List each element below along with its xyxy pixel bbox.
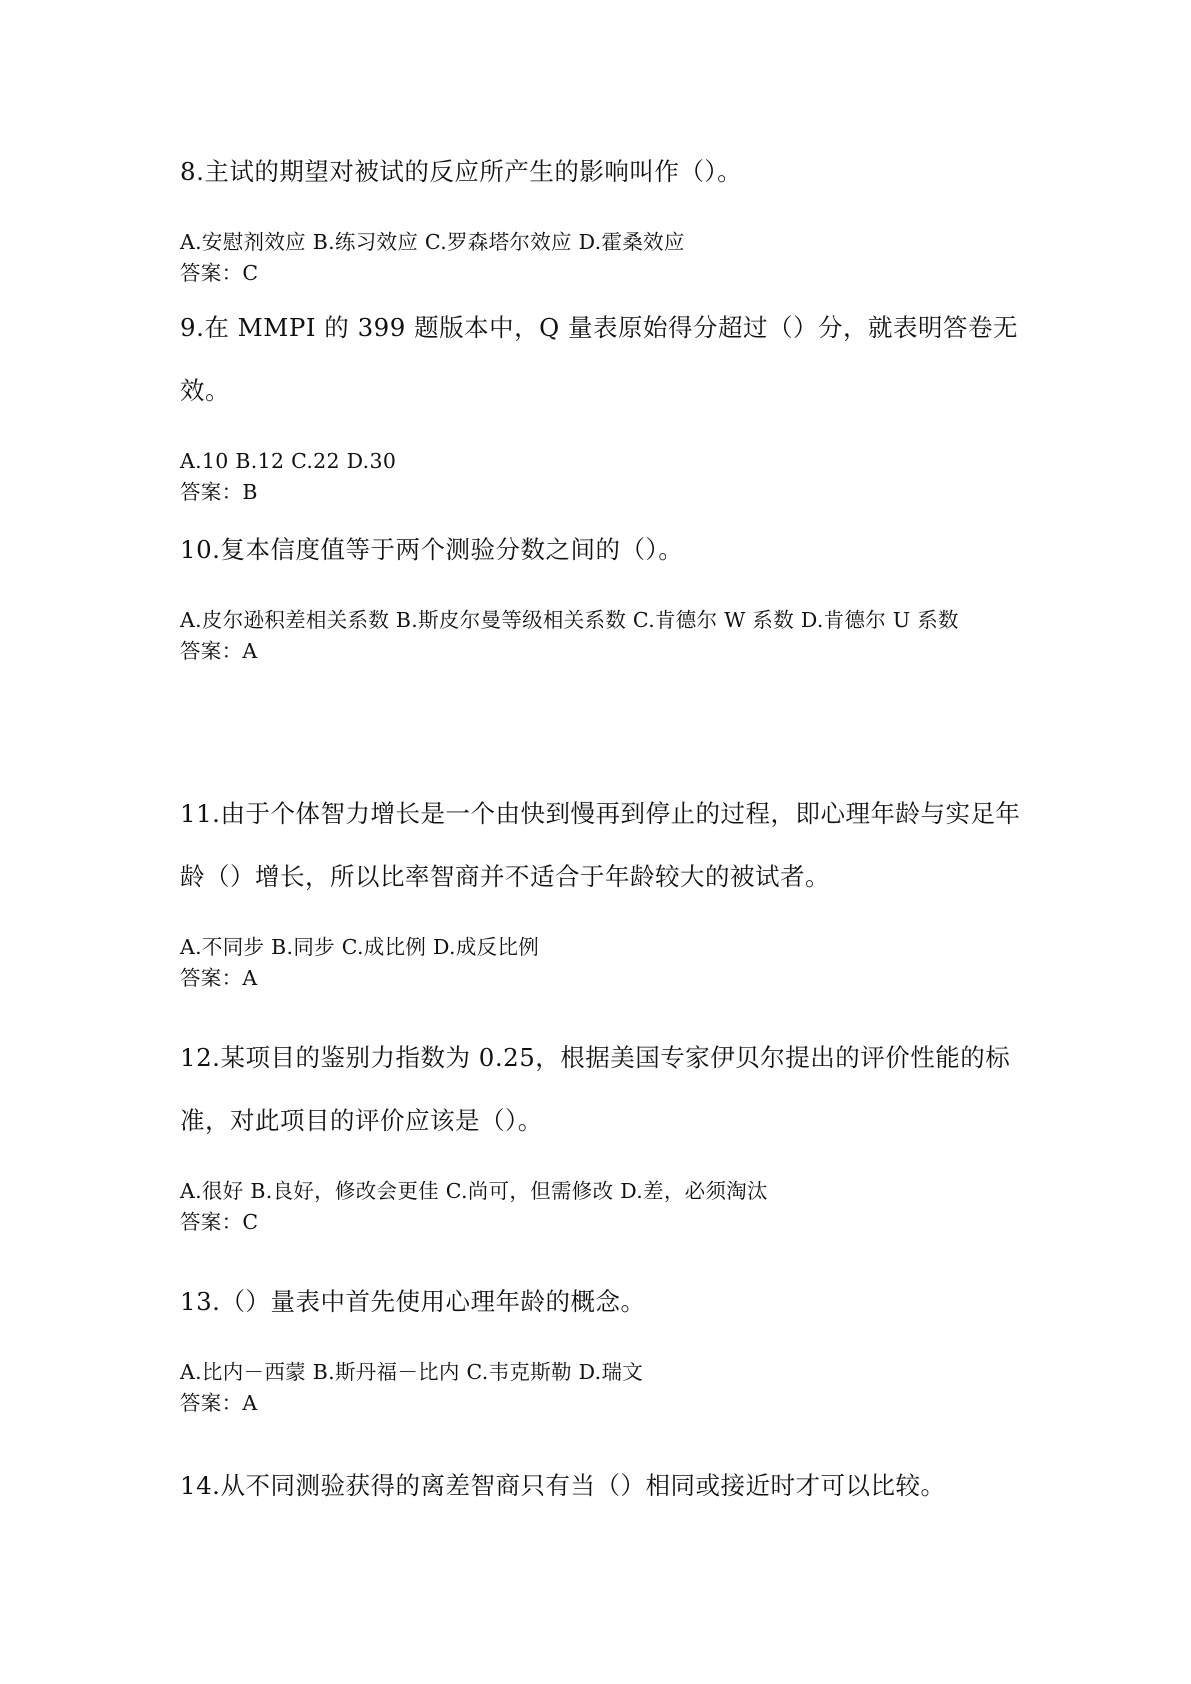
question-stem: 12.某项目的鉴别力指数为 0.25，根据美国专家伊贝尔提出的评价性能的标准，对此项目的评价应该是（）。 bbox=[180, 1043, 1011, 1135]
question-options: A.很好 B.良好，修改会更佳 C.尚可，但需修改 D.差，必须淘汰 bbox=[180, 1179, 768, 1203]
question-stem: 13.（）量表中首先使用心理年龄的概念。 bbox=[180, 1287, 646, 1316]
question-answer: 答案：A bbox=[180, 1391, 258, 1415]
question-stem: 8.主试的期望对被试的反应所产生的影响叫作（）。 bbox=[180, 157, 743, 186]
question-stem: 14.从不同测验获得的离差智商只有当（）相同或接近时才可以比较。 bbox=[180, 1471, 946, 1500]
question-stem: 9.在 MMPI 的 399 题版本中，Q 量表原始得分超过（）分，就表明答卷无效。 bbox=[180, 313, 1018, 405]
question-options: A.不同步 B.同步 C.成比例 D.成反比例 bbox=[180, 935, 540, 959]
question-14 bbox=[180, 1454, 1040, 1517]
question-answer: 答案：A bbox=[180, 966, 258, 990]
question-options: A.安慰剂效应 B.练习效应 C.罗森塔尔效应 D.霍桑效应 bbox=[180, 230, 685, 254]
question-answer: 答案：C bbox=[180, 1210, 259, 1234]
question-answer: 答案：C bbox=[180, 261, 259, 285]
question-answer: 答案：B bbox=[180, 480, 258, 504]
question-11 bbox=[180, 782, 1040, 994]
question-options: A.10 B.12 C.22 D.30 bbox=[180, 449, 397, 473]
question-stem: 10.复本信度值等于两个测验分数之间的（）。 bbox=[180, 535, 684, 564]
question-answer: 答案：A bbox=[180, 639, 258, 663]
question-8 bbox=[180, 140, 1040, 289]
question-stem: 11.由于个体智力增长是一个由快到慢再到停止的过程，即心理年龄与实足年龄（）增长，所以比率智商并不适合于年龄较大的被试者。 bbox=[180, 799, 1021, 891]
question-9 bbox=[180, 296, 1040, 508]
question-10 bbox=[180, 518, 1040, 667]
question-12 bbox=[180, 1026, 1040, 1238]
question-options: A.比内－西蒙 B.斯丹福－比内 C.韦克斯勒 D.瑞文 bbox=[180, 1360, 644, 1384]
question-13 bbox=[180, 1270, 1040, 1419]
question-options: A.皮尔逊积差相关系数 B.斯皮尔曼等级相关系数 C.肯德尔 W 系数 D.肯德尔 U 系数 bbox=[180, 608, 959, 632]
